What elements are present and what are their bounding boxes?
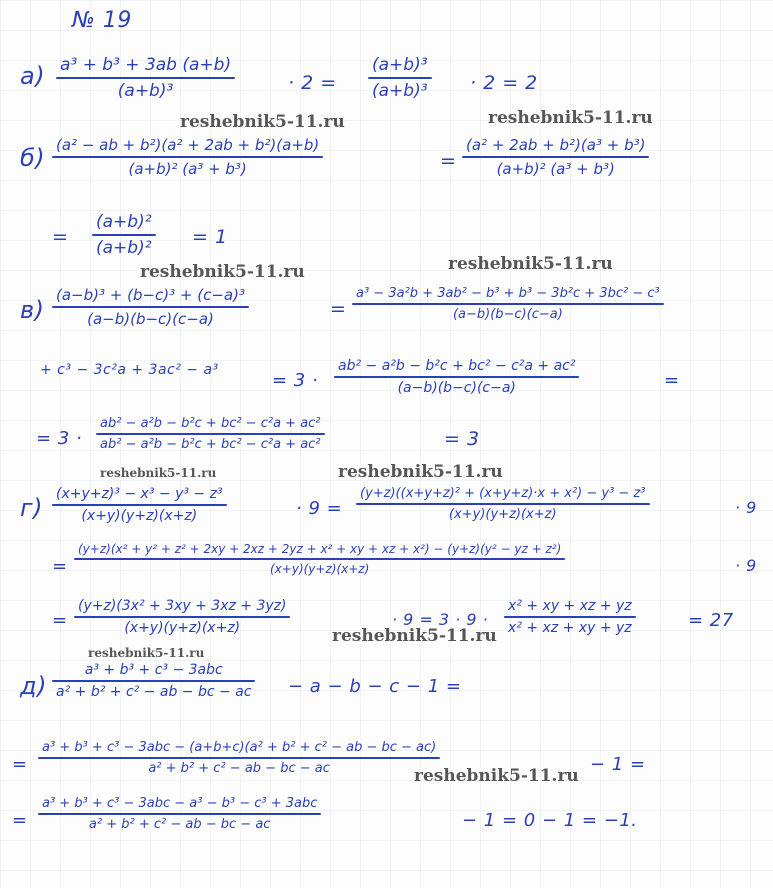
- denominator: (a+b)³: [372, 81, 428, 101]
- denominator: x² + xz + xy + yz: [508, 620, 632, 636]
- part-a-fraction-2: [368, 55, 432, 101]
- numerator: a³ − 3a²b + 3ab² − b³ + b³ − 3b²c + 3bc² − c³: [356, 286, 660, 301]
- numerator: (a² − ab + b²)(a² + 2ab + b²)(a+b): [56, 136, 320, 154]
- part-d-line2-operator: =: [12, 754, 28, 775]
- part-d-line3-operator: =: [12, 810, 28, 831]
- denominator: (a+b)³: [117, 81, 174, 101]
- numerator: (a+b)²: [96, 212, 152, 232]
- part-a-label: а): [20, 62, 46, 90]
- part-v-line3-operator: = 3 ·: [36, 428, 83, 449]
- part-v-numerator-continued: + c³ − 3c²a + 3ac² − a³: [40, 362, 219, 378]
- denominator: a² + b² + c² − ab − bc − ac: [148, 761, 330, 776]
- part-d-fraction-3: [38, 796, 321, 832]
- denominator: (x+y)(y+z)(x+z): [448, 507, 557, 522]
- watermark: reshebnik5-11.ru: [88, 646, 205, 660]
- watermark: reshebnik5-11.ru: [332, 626, 497, 646]
- watermark: reshebnik5-11.ru: [100, 466, 217, 480]
- numerator: ab² − a²b − b²c + bc² − c²a + ac²: [100, 416, 321, 431]
- numerator: a³ + b³ + c³ − 3abc − a³ − b³ − c³ + 3abc: [42, 796, 318, 811]
- denominator: (x+y)(y+z)(x+z): [81, 508, 198, 524]
- part-g-line3-operator: =: [52, 610, 68, 631]
- part-v-fraction-4: [96, 416, 325, 452]
- denominator: (a+b)² (a³ + b³): [496, 160, 615, 178]
- part-b-fraction-3: [92, 212, 156, 258]
- watermark: reshebnik5-11.ru: [140, 262, 305, 282]
- part-b-fraction-2: [462, 136, 649, 178]
- numerator: (y+z)((x+y+z)² + (x+y+z)·x + x²) − y³ − z³: [360, 486, 646, 501]
- part-g-fraction-2: [356, 486, 650, 522]
- denominator: (a−b)(b−c)(c−a): [397, 380, 516, 396]
- part-a-result: · 2 = 2: [470, 72, 538, 94]
- watermark: reshebnik5-11.ru: [448, 254, 613, 274]
- numerator: (a² + 2ab + b²)(a³ + b³): [466, 136, 646, 154]
- numerator: (a−b)³ + (b−c)³ + (c−a)³: [56, 286, 245, 304]
- denominator: a² + b² + c² − ab − bc − ac: [56, 684, 252, 700]
- part-v-equals: =: [330, 298, 347, 320]
- numerator: (a+b)³: [372, 55, 428, 75]
- part-v-fraction-2: [352, 286, 664, 322]
- denominator: (a−b)(b−c)(c−a): [87, 310, 214, 328]
- part-g-line2-operator: =: [52, 556, 68, 577]
- part-g-line3-operator-2: · 9 = 3 · 9 ·: [392, 610, 489, 629]
- part-v-result: = 3: [444, 428, 480, 450]
- denominator: (a+b)²: [96, 238, 152, 258]
- part-d-fraction-1: [52, 662, 255, 700]
- numerator: ab² − a²b − b²c + bc² − c²a + ac²: [338, 358, 576, 374]
- numerator: a³ + b³ + c³ − 3abc: [84, 662, 223, 678]
- part-b-equals-2: =: [52, 226, 69, 248]
- denominator: (x+y)(y+z)(x+z): [124, 620, 241, 636]
- part-v-fraction-3: [334, 358, 579, 396]
- part-v-line2-tail: =: [664, 370, 680, 391]
- part-b-fraction-1: [52, 136, 323, 178]
- part-d-label: д): [20, 672, 47, 700]
- watermark: reshebnik5-11.ru: [180, 112, 345, 132]
- part-g-tail: · 9: [735, 498, 757, 517]
- numerator: (x+y+z)³ − x³ − y³ − z³: [56, 486, 223, 502]
- part-v-fraction-1: [52, 286, 249, 328]
- part-g-fraction-5: [504, 598, 636, 636]
- part-v-label: в): [20, 296, 45, 324]
- numerator: (y+z)(x² + y² + z² + 2xy + 2xz + 2yz + x² + xy + xz + x²) − (y+z)(y² − yz + z²): [78, 542, 562, 556]
- part-d-fraction-2: [38, 740, 440, 776]
- part-g-label: г): [20, 494, 43, 522]
- part-d-tail: − a − b − c − 1 =: [288, 676, 462, 697]
- numerator: a³ + b³ + 3ab (a+b): [60, 55, 232, 75]
- denominator: ab² − a²b − b²c + bc² − c²a + ac²: [100, 437, 321, 452]
- part-g-line2-tail: · 9: [735, 556, 757, 575]
- part-v-line2-operator: = 3 ·: [272, 370, 319, 391]
- numerator: (y+z)(3x² + 3xy + 3xz + 3yz): [78, 598, 287, 614]
- part-g-result: = 27: [688, 610, 734, 631]
- numerator: x² + xy + xz + yz: [508, 598, 632, 614]
- numerator: a³ + b³ + c³ − 3abc − (a+b+c)(a² + b² + c² − ab − bc − ac): [42, 740, 437, 755]
- part-b-label: б): [20, 144, 46, 172]
- part-g-fraction-4: [74, 598, 290, 636]
- part-g-operator: · 9 =: [296, 498, 343, 519]
- part-d-line2-tail: − 1 =: [590, 754, 646, 775]
- watermark: reshebnik5-11.ru: [338, 462, 503, 482]
- part-b-equals: =: [440, 150, 457, 172]
- watermark: reshebnik5-11.ru: [414, 766, 579, 786]
- denominator: (a−b)(b−c)(c−a): [452, 307, 563, 322]
- part-a-operator: · 2 =: [288, 72, 337, 94]
- denominator: a² + b² + c² − ab − bc − ac: [88, 817, 271, 832]
- part-g-fraction-1: [52, 486, 227, 524]
- part-b-result: = 1: [192, 226, 228, 248]
- part-g-fraction-3: [74, 542, 565, 576]
- exercise-number: № 19: [72, 8, 132, 33]
- denominator: (a+b)² (a³ + b³): [128, 160, 247, 178]
- watermark: reshebnik5-11.ru: [488, 108, 653, 128]
- part-a-fraction-1: [56, 55, 235, 101]
- denominator: (x+y)(y+z)(x+z): [270, 562, 370, 576]
- part-d-result: − 1 = 0 − 1 = −1.: [462, 810, 638, 831]
